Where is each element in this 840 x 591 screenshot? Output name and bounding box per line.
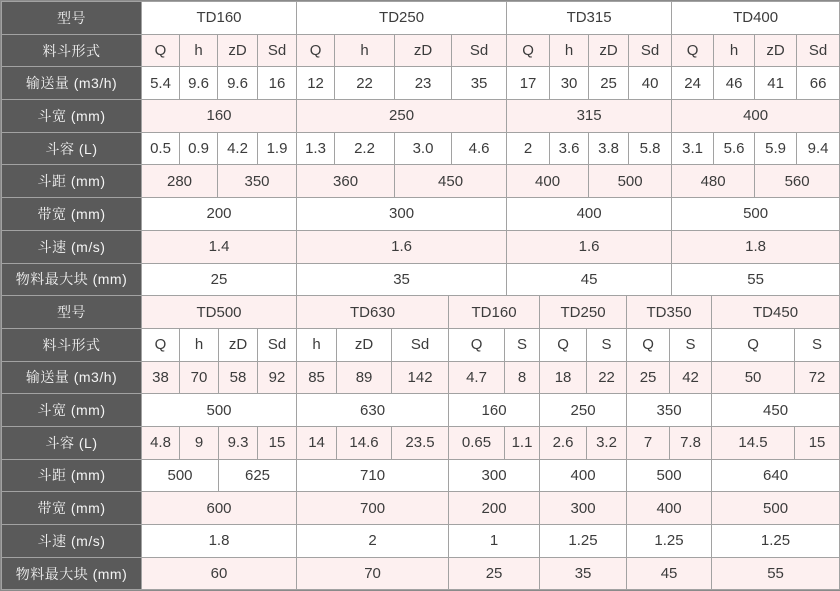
spec-value-cell: 280 bbox=[142, 165, 218, 198]
spec-value-cell: 0.5 bbox=[142, 132, 180, 165]
spec-value-cell: 2 bbox=[297, 525, 449, 558]
row-label: 带宽 (mm) bbox=[2, 492, 142, 525]
row-label: 输送量 (m3/h) bbox=[2, 361, 142, 394]
table-row bbox=[2, 67, 840, 100]
model-cell: TD630 bbox=[297, 296, 449, 329]
spec-value-cell: 500 bbox=[142, 459, 219, 492]
row-label: 带宽 (mm) bbox=[2, 198, 142, 231]
spec-value-cell: 4.7 bbox=[449, 361, 505, 394]
spec-value-cell: 1.25 bbox=[627, 525, 712, 558]
spec-value-cell: 315 bbox=[507, 100, 672, 133]
spec-value-cell: 85 bbox=[297, 361, 337, 394]
spec-value-cell: 400 bbox=[540, 459, 627, 492]
row-label: 料斗形式 bbox=[2, 328, 142, 361]
spec-value-cell: 45 bbox=[627, 557, 712, 590]
spec-value-cell: 160 bbox=[449, 394, 540, 427]
spec-value-cell: 1.25 bbox=[540, 525, 627, 558]
spec-value-cell: 710 bbox=[297, 459, 449, 492]
spec-value-cell: 89 bbox=[337, 361, 392, 394]
bucket-type-cell: Sd bbox=[797, 34, 840, 67]
spec-value-cell: 92 bbox=[258, 361, 297, 394]
spec-value-cell: 350 bbox=[218, 165, 297, 198]
spec-value-cell: 400 bbox=[672, 100, 840, 133]
spec-value-cell: 1 bbox=[449, 525, 540, 558]
spec-value-cell: 16 bbox=[258, 67, 297, 100]
spec-value-cell: 630 bbox=[297, 394, 449, 427]
bucket-type-cell: zD bbox=[337, 328, 392, 361]
spec-value-cell: 23.5 bbox=[392, 426, 449, 459]
table-row bbox=[2, 328, 840, 361]
table-row bbox=[2, 230, 840, 263]
spec-value-cell: 400 bbox=[627, 492, 712, 525]
spec-value-cell: 14.6 bbox=[337, 426, 392, 459]
row-label: 输送量 (m3/h) bbox=[2, 67, 142, 100]
model-cell: TD160 bbox=[142, 2, 297, 35]
model-cell: TD250 bbox=[540, 296, 627, 329]
bucket-type-cell: zD bbox=[589, 34, 629, 67]
bucket-type-cell: zD bbox=[218, 34, 258, 67]
spec-value-cell: 22 bbox=[587, 361, 627, 394]
spec-value-cell: 1.6 bbox=[507, 230, 672, 263]
spec-value-cell: 200 bbox=[142, 198, 297, 231]
model-cell: TD400 bbox=[672, 2, 840, 35]
table-row bbox=[2, 198, 840, 231]
spec-value-cell: 2.6 bbox=[540, 426, 587, 459]
spec-value-cell: 66 bbox=[797, 67, 840, 100]
spec-value-cell: 4.6 bbox=[452, 132, 507, 165]
spec-value-cell: 4.8 bbox=[142, 426, 180, 459]
spec-value-cell: 46 bbox=[714, 67, 755, 100]
model-cell: TD500 bbox=[142, 296, 297, 329]
spec-value-cell: 600 bbox=[142, 492, 297, 525]
table-row bbox=[2, 263, 840, 296]
row-label: 斗容 (L) bbox=[2, 132, 142, 165]
bucket-type-cell: Q bbox=[627, 328, 670, 361]
table-row bbox=[2, 34, 840, 67]
spec-value-cell: 55 bbox=[712, 557, 840, 590]
bucket-type-cell: Q bbox=[672, 34, 714, 67]
spec-value-cell: 500 bbox=[627, 459, 712, 492]
spec-value-cell: 7.8 bbox=[670, 426, 712, 459]
spec-value-cell: 23 bbox=[395, 67, 452, 100]
spec-value-cell: 480 bbox=[672, 165, 755, 198]
bucket-type-cell: h bbox=[180, 34, 218, 67]
spec-value-cell: 9.6 bbox=[180, 67, 218, 100]
spec-value-cell: 9 bbox=[180, 426, 219, 459]
spec-value-cell: 40 bbox=[629, 67, 672, 100]
bucket-type-cell: S bbox=[505, 328, 540, 361]
row-label: 斗距 (mm) bbox=[2, 165, 142, 198]
spec-value-cell: 450 bbox=[395, 165, 507, 198]
row-label: 型号 bbox=[2, 296, 142, 329]
spec-value-cell: 5.8 bbox=[629, 132, 672, 165]
model-cell: TD350 bbox=[627, 296, 712, 329]
bucket-type-cell: Sd bbox=[258, 34, 297, 67]
bucket-type-cell: Q bbox=[540, 328, 587, 361]
spec-value-cell: 0.9 bbox=[180, 132, 218, 165]
spec-value-cell: 500 bbox=[712, 492, 840, 525]
spec-value-cell: 350 bbox=[627, 394, 712, 427]
bucket-type-cell: zD bbox=[219, 328, 258, 361]
spec-value-cell: 25 bbox=[142, 263, 297, 296]
model-cell: TD450 bbox=[712, 296, 840, 329]
table-row bbox=[2, 132, 840, 165]
bucket-type-cell: Q bbox=[142, 328, 180, 361]
spec-value-cell: 24 bbox=[672, 67, 714, 100]
model-cell: TD315 bbox=[507, 2, 672, 35]
spec-value-cell: 35 bbox=[540, 557, 627, 590]
spec-value-cell: 1.4 bbox=[142, 230, 297, 263]
spec-value-cell: 160 bbox=[142, 100, 297, 133]
spec-value-cell: 70 bbox=[297, 557, 449, 590]
spec-value-cell: 22 bbox=[335, 67, 395, 100]
table-row bbox=[2, 394, 840, 427]
spec-value-cell: 70 bbox=[180, 361, 219, 394]
spec-value-cell: 1.6 bbox=[297, 230, 507, 263]
spec-value-cell: 18 bbox=[540, 361, 587, 394]
spec-value-cell: 25 bbox=[449, 557, 540, 590]
bucket-type-cell: S bbox=[587, 328, 627, 361]
spec-value-cell: 58 bbox=[219, 361, 258, 394]
bucket-type-cell: zD bbox=[755, 34, 797, 67]
table-row bbox=[2, 165, 840, 198]
spec-value-cell: 400 bbox=[507, 165, 589, 198]
row-label: 斗宽 (mm) bbox=[2, 100, 142, 133]
spec-value-cell: 15 bbox=[258, 426, 297, 459]
spec-value-cell: 1.25 bbox=[712, 525, 840, 558]
spec-value-cell: 300 bbox=[540, 492, 627, 525]
table-row bbox=[2, 361, 840, 394]
spec-value-cell: 12 bbox=[297, 67, 335, 100]
spec-value-cell: 41 bbox=[755, 67, 797, 100]
bucket-type-cell: zD bbox=[395, 34, 452, 67]
spec-value-cell: 2 bbox=[507, 132, 550, 165]
row-label: 物料最大块 (mm) bbox=[2, 557, 142, 590]
spec-value-cell: 1.3 bbox=[297, 132, 335, 165]
spec-value-cell: 45 bbox=[507, 263, 672, 296]
table-row bbox=[2, 2, 840, 35]
spec-value-cell: 250 bbox=[297, 100, 507, 133]
spec-value-cell: 9.4 bbox=[797, 132, 840, 165]
spec-value-cell: 3.6 bbox=[550, 132, 589, 165]
row-label: 物料最大块 (mm) bbox=[2, 263, 142, 296]
bucket-type-cell: Sd bbox=[452, 34, 507, 67]
bucket-type-cell: Sd bbox=[629, 34, 672, 67]
spec-value-cell: 500 bbox=[672, 198, 840, 231]
spec-value-cell: 500 bbox=[589, 165, 672, 198]
spec-value-cell: 60 bbox=[142, 557, 297, 590]
row-label: 斗宽 (mm) bbox=[2, 394, 142, 427]
spec-value-cell: 1.8 bbox=[142, 525, 297, 558]
spec-value-cell: 5.4 bbox=[142, 67, 180, 100]
spec-value-cell: 72 bbox=[795, 361, 840, 394]
spec-value-cell: 8 bbox=[505, 361, 540, 394]
spec-value-cell: 35 bbox=[452, 67, 507, 100]
row-label: 料斗形式 bbox=[2, 34, 142, 67]
bucket-type-cell: h bbox=[714, 34, 755, 67]
table-row bbox=[2, 525, 840, 558]
spec-value-cell: 625 bbox=[219, 459, 297, 492]
spec-value-cell: 50 bbox=[712, 361, 795, 394]
table-row bbox=[2, 296, 840, 329]
spec-value-cell: 15 bbox=[795, 426, 840, 459]
row-label: 斗距 (mm) bbox=[2, 459, 142, 492]
spec-value-cell: 9.3 bbox=[219, 426, 258, 459]
spec-value-cell: 14.5 bbox=[712, 426, 795, 459]
spec-value-cell: 450 bbox=[712, 394, 840, 427]
spec-table-top bbox=[1, 1, 840, 296]
model-cell: TD250 bbox=[297, 2, 507, 35]
spec-value-cell: 42 bbox=[670, 361, 712, 394]
spec-value-cell: 35 bbox=[297, 263, 507, 296]
spec-value-cell: 5.6 bbox=[714, 132, 755, 165]
spec-value-cell: 300 bbox=[449, 459, 540, 492]
spec-value-cell: 14 bbox=[297, 426, 337, 459]
spec-value-cell: 1.1 bbox=[505, 426, 540, 459]
spec-value-cell: 142 bbox=[392, 361, 449, 394]
spec-value-cell: 2.2 bbox=[335, 132, 395, 165]
model-cell: TD160 bbox=[449, 296, 540, 329]
bucket-type-cell: Q bbox=[712, 328, 795, 361]
spec-value-cell: 17 bbox=[507, 67, 550, 100]
bucket-type-cell: Q bbox=[142, 34, 180, 67]
bucket-type-cell: Sd bbox=[258, 328, 297, 361]
spec-value-cell: 560 bbox=[755, 165, 840, 198]
spec-value-cell: 25 bbox=[589, 67, 629, 100]
spec-value-cell: 640 bbox=[712, 459, 840, 492]
spec-value-cell: 7 bbox=[627, 426, 670, 459]
row-label: 斗速 (m/s) bbox=[2, 525, 142, 558]
row-label: 斗速 (m/s) bbox=[2, 230, 142, 263]
table-row bbox=[2, 557, 840, 590]
spec-value-cell: 400 bbox=[507, 198, 672, 231]
spec-value-cell: 1.8 bbox=[672, 230, 840, 263]
spec-value-cell: 250 bbox=[540, 394, 627, 427]
spec-value-cell: 9.6 bbox=[218, 67, 258, 100]
spec-value-cell: 3.0 bbox=[395, 132, 452, 165]
bucket-type-cell: h bbox=[297, 328, 337, 361]
spec-value-cell: 4.2 bbox=[218, 132, 258, 165]
bucket-type-cell: Q bbox=[449, 328, 505, 361]
table-row bbox=[2, 426, 840, 459]
spec-value-cell: 0.65 bbox=[449, 426, 505, 459]
spec-value-cell: 55 bbox=[672, 263, 840, 296]
table-row bbox=[2, 459, 840, 492]
spec-value-cell: 300 bbox=[297, 198, 507, 231]
bucket-type-cell: S bbox=[670, 328, 712, 361]
spec-value-cell: 1.9 bbox=[258, 132, 297, 165]
row-label: 斗容 (L) bbox=[2, 426, 142, 459]
spec-value-cell: 3.2 bbox=[587, 426, 627, 459]
bucket-type-cell: Q bbox=[297, 34, 335, 67]
spec-value-cell: 5.9 bbox=[755, 132, 797, 165]
spec-value-cell: 360 bbox=[297, 165, 395, 198]
bucket-type-cell: Q bbox=[507, 34, 550, 67]
bucket-type-cell: h bbox=[550, 34, 589, 67]
spec-value-cell: 38 bbox=[142, 361, 180, 394]
spec-value-cell: 700 bbox=[297, 492, 449, 525]
spec-table-bottom bbox=[1, 295, 840, 590]
table-row bbox=[2, 492, 840, 525]
bucket-type-cell: h bbox=[335, 34, 395, 67]
row-label: 型号 bbox=[2, 2, 142, 35]
table-row bbox=[2, 100, 840, 133]
bucket-type-cell: Sd bbox=[392, 328, 449, 361]
spec-value-cell: 3.1 bbox=[672, 132, 714, 165]
bucket-type-cell: h bbox=[180, 328, 219, 361]
spec-value-cell: 25 bbox=[627, 361, 670, 394]
spec-value-cell: 500 bbox=[142, 394, 297, 427]
spec-value-cell: 30 bbox=[550, 67, 589, 100]
bucket-type-cell: S bbox=[795, 328, 840, 361]
spec-value-cell: 200 bbox=[449, 492, 540, 525]
spec-value-cell: 3.8 bbox=[589, 132, 629, 165]
